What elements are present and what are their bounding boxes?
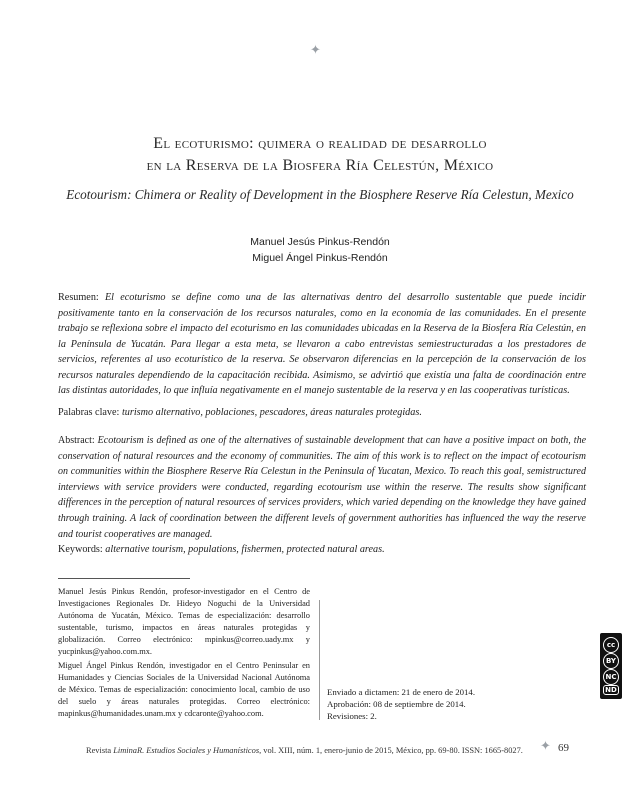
keywords-text: alternative tourism, populations, fishermen, protected natural areas. xyxy=(105,544,385,555)
author-footnote: Miguel Ángel Pinkus Rendón, investigador en el Centro Peninsular en Humanidades y Ciencias Sociales de la Universidad Nacional Autónoma de México. Temas de especialización: conocimiento local, cambio de uso del suelo y áreas naturales protegidas. Correo electrónico: mapinkus@humanidades.unam.mx y cdcaronte@yahoo.com. xyxy=(58,661,310,718)
footnote-divider xyxy=(58,578,190,579)
page-number: 69 xyxy=(558,742,569,754)
palabras-clave-paragraph xyxy=(58,405,586,421)
author-name: Miguel Ángel Pinkus-Rendón xyxy=(252,252,388,264)
article-title-line-1: El ecoturismo: quimera o realidad de desarrollo xyxy=(153,135,487,152)
by-icon: BY xyxy=(603,653,619,669)
keywords-paragraph xyxy=(58,542,586,558)
nc-icon: NC xyxy=(603,669,619,685)
palabras-clave-label: Palabras clave: xyxy=(58,407,120,418)
cc-icon: cc xyxy=(603,637,619,653)
resumen-text: El ecoturismo se define como una de las alternativas dentro del desarrollo sustentable que puede incidir positivamente tanto en la conservación de los recursos naturales, como en la economía de las comunidades. En el presente trabajo se reflexiona sobre el impacto del ecoturismo en las comunidades ubicadas en la Reserva de la Biosfera Ría Celestún, en la Península de Yucatán. Para llegar a esta meta, se llevaron a cabo entrevistas semiestructuradas a los prestadores de servicios, referentes al uso ecoturístico de la reserva. Se observaron diferencias en la percepción de la conservación de los recursos naturales dependiendo de la capacitación recibida. Asimismo, se advirtió que existía una falta de coordinación entre las distintas autoridades, lo que influía negativamente en el manejo sustentable de la reserva y en las cooperativas turísticas. xyxy=(58,292,586,396)
creative-commons-badge[interactable] xyxy=(600,633,622,699)
enviado-date: Enviado a dictamen: 21 de enero de 2014. xyxy=(327,687,476,697)
ornament-star-icon: ✦ xyxy=(310,43,321,58)
submission-dates xyxy=(327,686,475,722)
journal-name: LiminaR. Estudios Sociales y Humanísticos xyxy=(113,746,260,755)
aprobacion-date: Aprobación: 08 de septiembre de 2014. xyxy=(327,699,466,709)
author-footnote: Manuel Jesús Pinkus Rendón, profesor-investigador en el Centro de Investigaciones Regionales Dr. Hideyo Noguchi de la Universidad Autónoma de Yucatán, México. Temas de especialización: desarrollo sustentable, turismo, impactos en áreas naturales protegidas y globalización. Correo electrónico: mpinkus@correo.uady.mx y yucpinkus@yahoo.com.mx. xyxy=(58,587,310,656)
citation-prefix: Revista xyxy=(86,746,114,755)
abstract-paragraph xyxy=(58,433,586,542)
article-title-line-2: en la Reserva de la Biosfera Ría Celestún, México xyxy=(146,157,494,174)
abstract-text: Ecotourism is defined as one of the alternatives of sustainable development that can have a positive impact on both, the conservation of natural resources and the economy of communities. The aim of this work is to reflect on the impact of ecotourism on communities within the Biosphere Reserve Ría Celestun in the Peninsula of Yucatan, Mexico. To reach this goal, semistructured interviews with service providers were conducted, regarding ecotourism use within the reserve. The results show significant differences in the perception of natural resources of services providers, which varied depending on the knowledge they have gained through training. A lack of coordination between the different levels of government authorities has influenced the way the reserve and tourist cooperatives are managed. xyxy=(58,435,587,540)
resumen-paragraph xyxy=(58,290,586,399)
column-divider xyxy=(319,600,320,720)
journal-citation xyxy=(86,746,523,755)
palabras-clave-text: turismo alternativo, poblaciones, pescadores, áreas naturales protegidas. xyxy=(121,407,422,418)
abstract-label: Abstract: xyxy=(58,435,95,446)
citation-details: , vol. XIII, núm. 1, enero-junio de 2015, México, pp. 69-80. ISSN: 1665-8027. xyxy=(259,746,523,755)
resumen-label: Resumen: xyxy=(58,292,99,303)
article-title-english: Ecotourism: Chimera or Reality of Development in the Biosphere Reserve Ría Celestun, Mexico xyxy=(66,187,574,202)
author-name: Manuel Jesús Pinkus-Rendón xyxy=(250,236,390,248)
ornament-star-icon: ✦ xyxy=(540,739,551,754)
keywords-label: Keywords: xyxy=(58,544,103,555)
revisiones-count: Revisiones: 2. xyxy=(327,711,377,721)
nd-icon: ND xyxy=(603,685,619,695)
